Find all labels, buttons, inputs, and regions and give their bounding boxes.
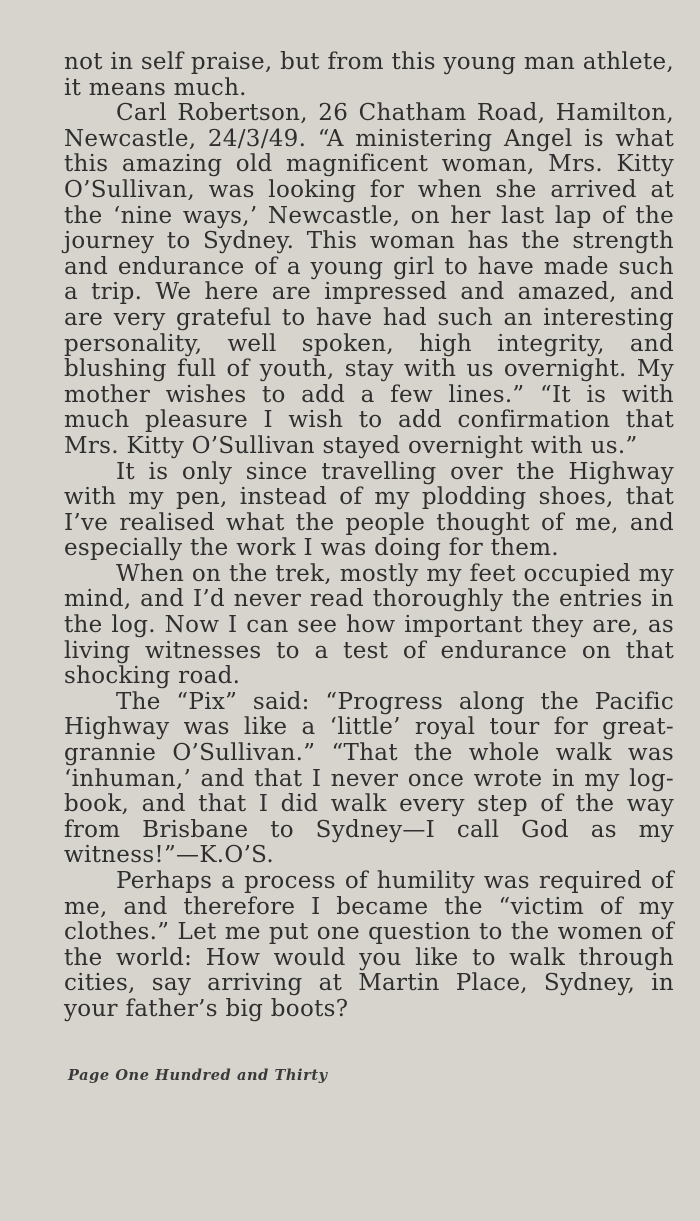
paragraph-carl-robertson-entry: Carl Robertson, 26 Chatham Road, Hamilton, Newcastle, 24/3/49. “A ministering Angel is what this amazing old magnificent woman, Mrs. Kitty O’Sullivan, was looking for when she arrived at the ‘nine ways,’ Newcastle, on her last lap of the journey to Sydney. This woman has the strength and endurance of a young girl to have made such a trip. We here are impressed and amazed, and are very grateful to have had such an interesting personality, well spoken, high integrity, and blushing full of youth, stay with us overnight. My mother wishes to add a few lines.” “It is with much pleasure I wish to add confirmation that Mrs. Kitty O’Sullivan stayed overnight with us.” [64, 100, 674, 459]
paragraph-continuation: not in self praise, but from this young man athlete, it means much. [64, 49, 674, 101]
body-text [64, 50, 674, 1023]
paragraph-highway-pen: It is only since travelling over the Highway with my pen, instead of my plodding shoes, that I’ve realised what the people thought of me, and especially the work I was doing for them. [64, 458, 674, 562]
paragraph-trek-log: When on the trek, mostly my feet occupied my mind, and I’d never read thoroughly the entries in the log. Now I can see how important they are, as living witnesses to a test of endurance on that shocking road. [64, 560, 674, 690]
paragraph-pix-quote: The “Pix” said: “Progress along the Pacific Highway was like a ‘little’ royal tour for great-grannie O’Sullivan.” “That the whole walk was ‘inhuman,’ and that I never once wrote in my log-book, and that I did walk every step of the way from Brisbane to Sydney—I call God as my witness!”—K.O’S. [64, 688, 674, 869]
paragraph-humility-question: Perhaps a process of humility was required of me, and therefore I became the “victim of my clothes.” Let me put one question to the women of the world: How would you like to walk through cities, say arriving at Martin Place, Sydney, in your father’s big boots? [64, 868, 674, 1022]
page-footer: Page One Hundred and Thirty [68, 1067, 328, 1084]
